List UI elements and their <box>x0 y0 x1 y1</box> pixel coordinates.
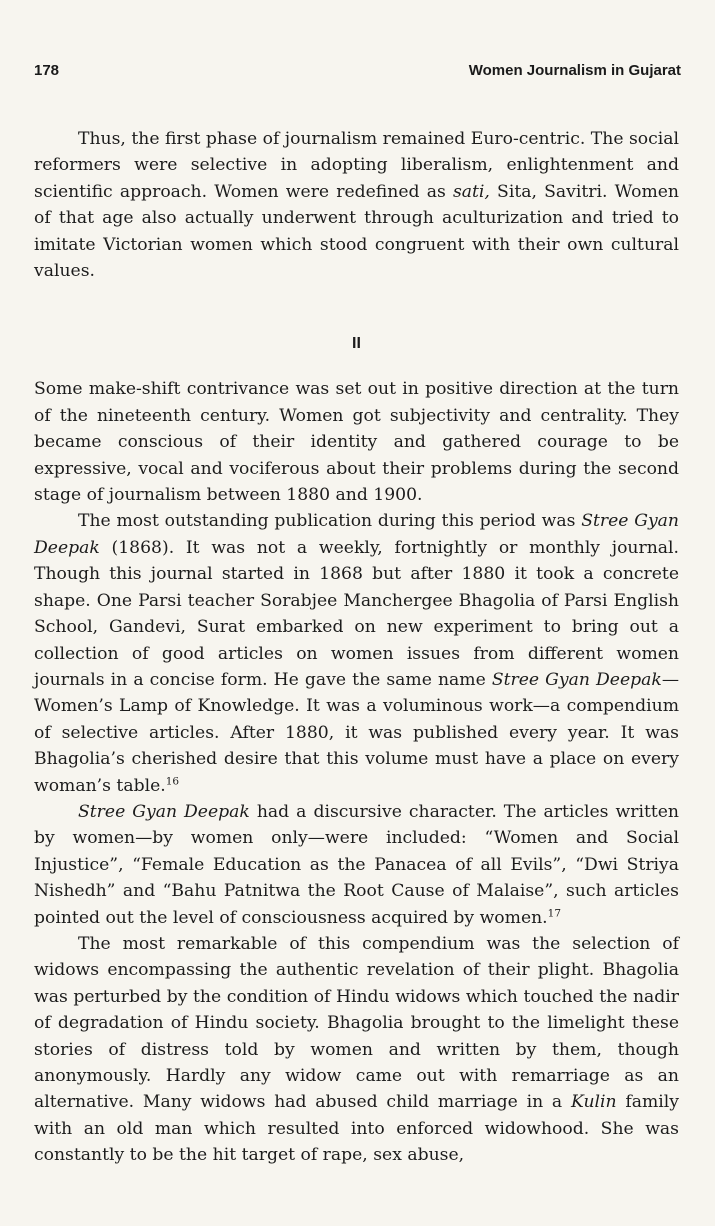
paragraph-discursive <box>34 799 679 931</box>
text-run: The most outstanding publication during this period was <box>78 511 582 532</box>
italic-title: Stree Gyan Deepak <box>491 669 662 690</box>
text-run: Thus, the first phase of journalism remained Euro-centric. The social reformers were selective in adopting liberalism, enlightenment and scientific approach. Women were redefined as <box>34 129 680 202</box>
italic-title: Stree Gyan Deepak <box>78 801 250 822</box>
text-run: Some make-shift contrivance was set out in positive direction at the turn of the nineteenth century. Women got subjectivity and centrality. They became conscious of their identity and gathered courage to be expressive, vocal and vociferous about their problems during the second stage of journalism between 1880 and 1900. <box>34 379 679 506</box>
italic-term: Kulin <box>570 1092 617 1113</box>
footnote-marker: 17 <box>547 906 562 919</box>
text-run: had a discursive character. The articles written by women—by women only—were included: “Women and Social Injustice”, “Female Education as the Panacea of all Evils”, “Dwi Striya Nishedh” and “Bahu Patnitwa the Root Cause of Malaise”, such articles pointed out the level of consciousness acquired by women. <box>34 801 679 928</box>
paragraph-euro-centric <box>34 126 679 284</box>
text-run: The most remarkable of this compendium was the selection of widows encompassing the authentic revelation of their plight. Bhagolia was perturbed by the condition of Hindu widows which touched the nadir of degradation of Hindu society. Bhagolia brought to the limelight these stories of distress told by women and written by them, though anonymously. Hardly any widow came out with remarriage as an alternative. Many widows had abused child marriage in a <box>34 933 679 1113</box>
paragraph-widows <box>34 931 679 1169</box>
text-run: Sita, Savitri. Women of that age also actually underwent through aculturization and tried to imitate Victorian women which stood congruent with their own cultural values. <box>34 181 679 282</box>
running-head <box>34 62 681 84</box>
running-title: Women Journalism in Gujarat <box>468 62 681 79</box>
text-run: (1868). It was not a weekly, fortnightly or monthly journal. Though this journal started in 1868 but after 1880 it took a concrete shape. One Parsi teacher Sorabjee Manchergee Bhagolia of Parsi English School, Gandevi, Surat embarked on new experiment to bring out a collection of good articles on women issues from different women journals in a concise form. He gave the same name <box>34 537 679 690</box>
paragraph-stree-gyan-deepak <box>34 508 679 798</box>
italic-term: sati, <box>452 181 490 202</box>
text-run: family with an old man which resulted into enforced widowhood. She was constantly to be the hit target of rape, sex abuse, <box>34 1092 679 1166</box>
italic-title: Stree Gyan Deepak <box>34 511 679 558</box>
body-text <box>34 126 679 1169</box>
text-run: —Women’s Lamp of Knowledge. It was a voluminous work—a compendium of selective articles. After 1880, it was published every year. It was Bhagolia’s cherished desire that this volume must have a place on every woman’s table. <box>34 669 679 796</box>
footnote-marker: 16 <box>165 774 180 787</box>
paragraph-make-shift <box>34 376 679 508</box>
section-numeral: II <box>352 335 361 353</box>
page-number: 178 <box>34 62 60 79</box>
